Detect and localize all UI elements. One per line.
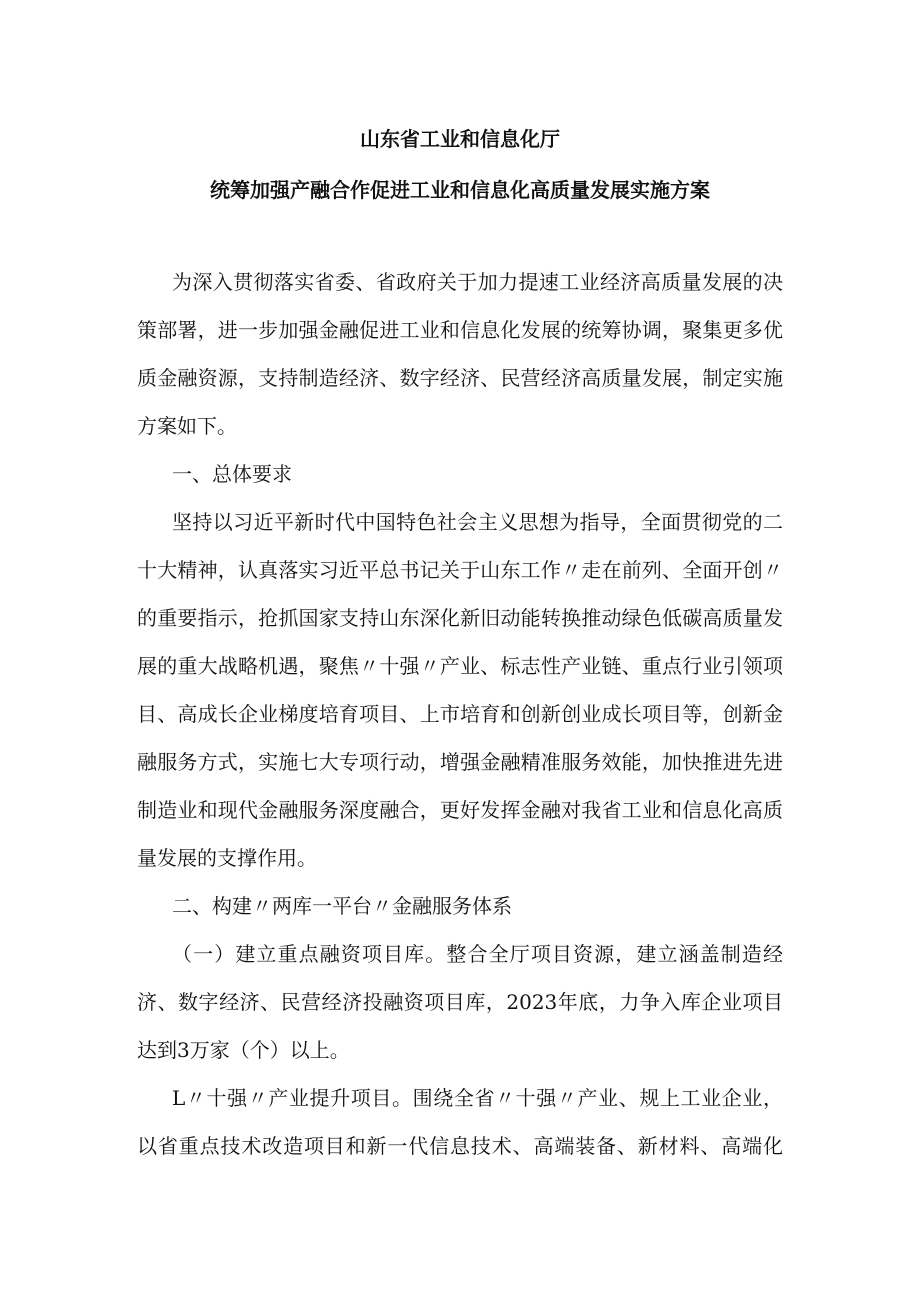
intro-line: 策部署，进一步加强金融促进工业和信息化发展的统筹协调，聚集更多优 [137,318,783,342]
section-heading-financial-service-system: 二、构建〃两库一平台〃金融服务体系 [172,894,512,918]
section1-line: 坚持以习近平新时代中国特色社会主义思想为指导，全面贯彻党的二 [172,510,783,534]
section1-line: 目、高成长企业梯度培育项目、上市培育和创新创业成长项目等，创新金 [137,702,783,726]
section1-line: 制造业和现代金融服务深度融合，更好发挥金融对我省工业和信息化高质 [137,798,783,822]
section1-line: 的重要指示，抢抓国家支持山东深化新旧动能转换推动绿色低碳高质量发 [137,606,783,630]
intro-line: 质金融资源，支持制造经济、数字经济、民营经济高质量发展，制定实施 [137,366,783,390]
item2-line: 以省重点技术改造项目和新一代信息技术、高端装备、新材料、高端化 [137,1134,783,1158]
section1-line: 十大精神，认真落实习近平总书记关于山东工作〃走在前列、全面开创〃 [137,558,783,582]
item1-line: 济、数字经济、民营经济投融资项目库，2023年底，力争入库企业项目 [137,990,783,1014]
item1-line: 达到3万家（个）以上。 [137,1038,350,1062]
section-heading-general-requirements: 一、总体要求 [172,462,292,486]
item1-line: （一）建立重点融资项目库。整合全厅项目资源，建立涵盖制造经 [172,942,783,966]
intro-line: 方案如下。 [137,414,237,438]
intro-line: 为深入贯彻落实省委、省政府关于加力提速工业经济高质量发展的决 [172,270,783,294]
document-issuer-title: 山东省工业和信息化厅 [360,127,560,151]
section1-line: 展的重大战略机遇，聚焦〃十强〃产业、标志性产业链、重点行业引领项 [137,654,783,678]
item2-line: L〃十强〃产业提升项目。围绕全省〃十强〃产业、规上工业企业， [172,1086,783,1110]
section1-line: 量发展的支撑作用。 [137,846,317,870]
section1-line: 融服务方式，实施七大专项行动，增强金融精准服务效能，加快推进先进 [137,750,783,774]
document-main-title: 统筹加强产融合作促进工业和信息化高质量发展实施方案 [210,178,710,202]
